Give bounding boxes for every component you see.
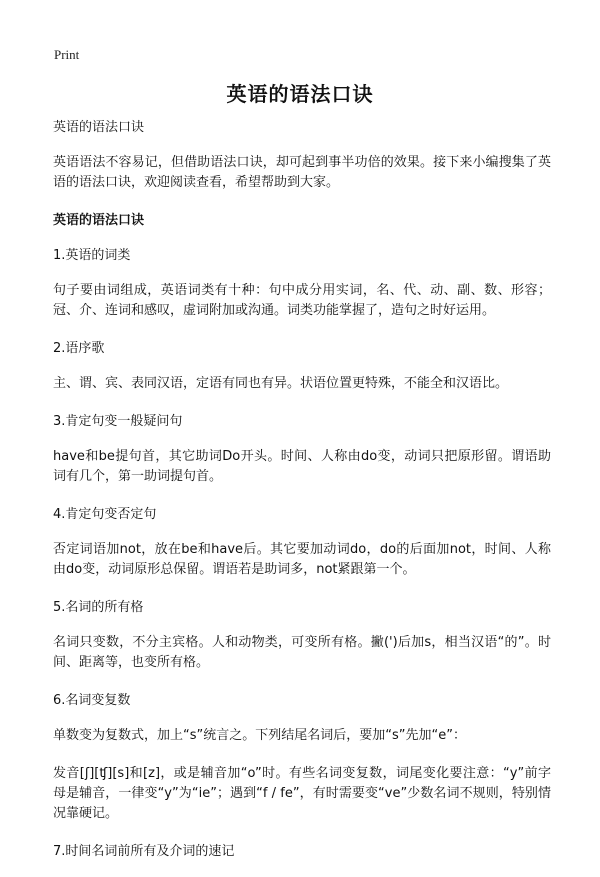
intro-paragraph: 英语语法不容易记，但借助语法口诀，却可起到事半功倍的效果。接下来小编搜集了英语的语法口诀，欢迎阅读查看，希望帮助到大家。: [53, 155, 551, 190]
section-body-word-classes: 句子要由词组成，英语词类有十种：句中成分用实词，名、代、动、副、数、形容；冠、介、连词和感叹，虚词附加或沟通。词类功能掌握了，造句之时好运用。: [53, 283, 551, 318]
section-body-negative: 否定词语加not，放在be和have后。其它要加动词do，do的后面加not，时间、人称由do变，动词原形总保留。谓语若是助词多，not紧跟第一个。: [53, 542, 551, 577]
section-heading-word-order: 2.语序歌: [53, 341, 105, 356]
section-body-plural-rules: 发音[ʃ][ʧ][s]和[z]，或是辅音加“o”时。有些名词变复数，词尾变化要注意：“y”前字母是辅音，一律变“y”为“ie”；遇到“f / fe”，有时需要变“ve”少数名词不规则，特别情况靠硬记。: [53, 766, 551, 821]
section-heading-possessive: 5.名词的所有格: [53, 600, 144, 615]
section-body-word-order: 主、谓、宾、表同汉语，定语有同也有异。状语位置更特殊，不能全和汉语比。: [53, 376, 509, 391]
section-body-possessive: 名词只变数，不分主宾格。人和动物类，可变所有格。撇(')后加s，相当汉语“的”。时间、距离等，也变所有格。: [53, 635, 551, 670]
document-content: [53, 118, 551, 877]
page-title: 英语的语法口诀: [226, 82, 374, 106]
section-heading-word-classes: 1.英语的词类: [53, 248, 131, 263]
intro-subtitle: 英语的语法口诀: [53, 120, 145, 135]
section-body-plural: 单数变为复数式，加上“s”统言之。下列结尾名词后，要加“s”先加“e”：: [53, 728, 466, 743]
section-heading-negative: 4.肯定句变否定句: [53, 507, 157, 522]
print-label: Print: [54, 47, 80, 62]
section-body-question: have和be提句首，其它助词Do开头。时间、人称由do变，动词只把原形留。谓语助词有几个，第一助词提句首。: [53, 449, 551, 484]
section-heading-question: 3.肯定句变一般疑问句: [53, 414, 183, 429]
section-heading-plural: 6.名词变复数: [53, 693, 131, 708]
main-heading: 英语的语法口诀: [53, 213, 145, 228]
section-heading-time-nouns: 7.时间名词前所有及介词的速记: [53, 844, 235, 859]
